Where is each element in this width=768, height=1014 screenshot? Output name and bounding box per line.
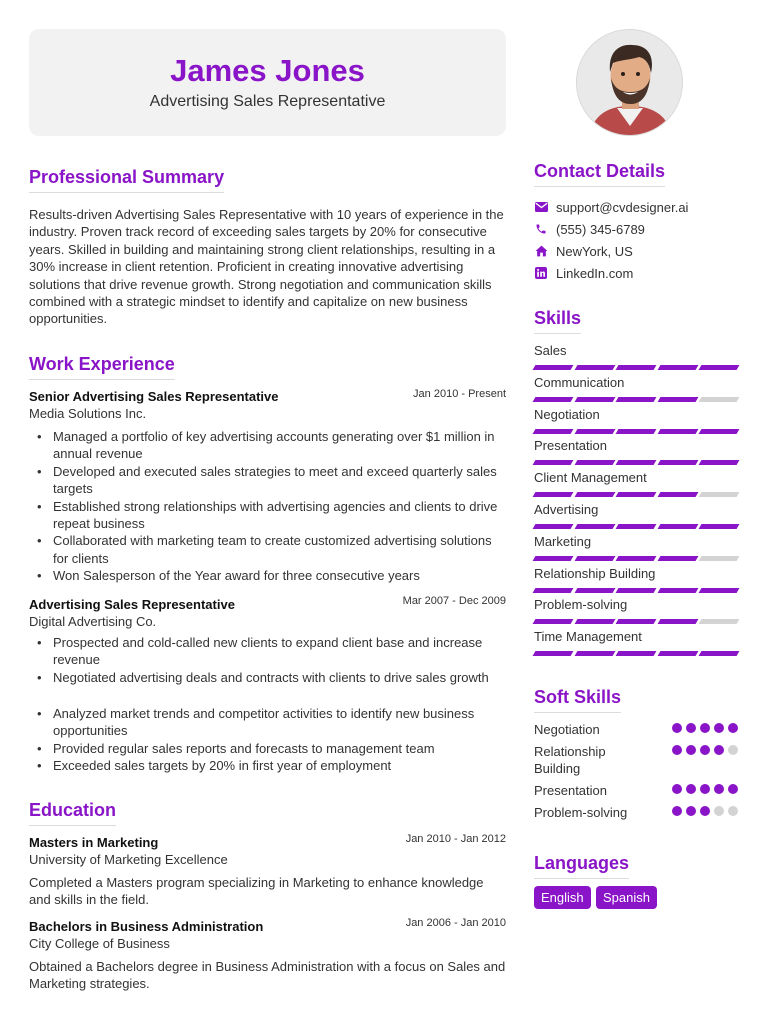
skill-level-bar [534, 651, 738, 656]
rating-dot [700, 806, 710, 816]
skill-level-segment [657, 365, 697, 370]
rating-dot [714, 784, 724, 794]
skill-level-segment [574, 460, 614, 465]
soft-skill-name: Problem-solving [534, 805, 628, 820]
rating-dot [700, 784, 710, 794]
soft-skill-item [534, 721, 740, 738]
section-heading-experience: Work Experience [29, 354, 175, 380]
section-heading-skills: Skills [534, 308, 581, 334]
rating-dot [686, 784, 696, 794]
rating-dot [686, 806, 696, 816]
section-heading-contact: Contact Details [534, 161, 665, 187]
candidate-name: James Jones [170, 53, 365, 88]
skill-level-bar [534, 619, 738, 624]
skill-level-segment [533, 588, 573, 593]
skill-level-segment [533, 556, 573, 561]
soft-skill-item [534, 782, 740, 799]
skill-level-segment [616, 492, 656, 497]
job-date: Mar 2007 - Dec 2009 [402, 595, 506, 607]
job-title: Senior Advertising Sales Representative [29, 389, 279, 404]
phone-icon [534, 222, 548, 236]
skill-name: Presentation [534, 438, 607, 454]
job-bullets [29, 634, 506, 686]
contact-phone[interactable] [534, 220, 645, 238]
skill-level-segment [616, 556, 656, 561]
linkedin-icon [534, 266, 548, 280]
skill-item [534, 407, 740, 423]
skill-level-segment [574, 556, 614, 561]
soft-skill-rating [672, 806, 738, 816]
skill-level-segment [616, 460, 656, 465]
skill-level-segment [657, 460, 697, 465]
skill-level-segment [699, 524, 739, 529]
envelope-icon [534, 200, 548, 214]
skill-level-segment [699, 460, 739, 465]
degree-title: Bachelors in Business Administration [29, 919, 264, 934]
soft-skill-rating [672, 745, 738, 755]
skill-level-bar [534, 556, 738, 561]
education-date: Jan 2006 - Jan 2010 [405, 917, 506, 929]
skill-level-segment [699, 651, 739, 656]
skill-level-segment [533, 429, 573, 434]
skill-level-segment [699, 588, 739, 593]
skill-level-segment [616, 365, 656, 370]
home-icon [534, 244, 548, 258]
language-badge: English [534, 886, 591, 909]
skill-level-segment [574, 492, 614, 497]
contact-linkedin-text: LinkedIn.com [556, 265, 634, 281]
skill-name: Negotiation [534, 406, 600, 422]
skill-level-segment [533, 651, 573, 656]
rating-dot [672, 806, 682, 816]
avatar [576, 29, 683, 136]
skill-level-segment [574, 619, 614, 624]
contact-email[interactable] [534, 198, 688, 216]
skill-level-bar [534, 397, 738, 402]
bullet-item: • Exceeded sales targets by 20% in first year of employment [29, 757, 506, 774]
skill-level-bar [534, 588, 738, 593]
degree-title: Masters in Marketing [29, 835, 159, 850]
rating-dot [700, 745, 710, 755]
skill-level-segment [699, 492, 739, 497]
skill-item [534, 502, 740, 518]
header-box [29, 29, 506, 136]
language-badge: Spanish [596, 886, 657, 909]
soft-skill-name: Presentation [534, 783, 607, 798]
job-company: Digital Advertising Co. [29, 614, 157, 629]
skill-level-segment [657, 619, 697, 624]
contact-location [534, 242, 633, 260]
bullet-item: • Collaborated with marketing team to create customized advertising solutions for clients [29, 532, 506, 567]
skill-level-segment [574, 429, 614, 434]
skill-item [534, 343, 740, 359]
rating-dot [672, 723, 682, 733]
skill-level-bar [534, 492, 738, 497]
skill-level-segment [699, 429, 739, 434]
skill-level-segment [699, 619, 739, 624]
skill-level-segment [533, 492, 573, 497]
skill-name: Communication [534, 374, 625, 390]
rating-dot [686, 745, 696, 755]
skill-level-bar [534, 365, 738, 370]
soft-skill-item [534, 743, 740, 777]
rating-dot [728, 784, 738, 794]
rating-dot [714, 806, 724, 816]
skill-level-segment [657, 651, 697, 656]
skill-item [534, 470, 740, 486]
education-description: Completed a Masters program specializing in Marketing to enhance knowledge and skills in the field. [29, 875, 484, 908]
soft-skill-name: Relationship Building [534, 744, 606, 776]
skill-level-bar [534, 524, 738, 529]
skill-level-segment [616, 619, 656, 624]
contact-linkedin[interactable] [534, 264, 633, 282]
job-title: Advertising Sales Representative [29, 597, 235, 612]
candidate-title: Advertising Sales Representative [149, 93, 386, 110]
skill-level-segment [616, 524, 656, 529]
school-name: University of Marketing Excellence [29, 852, 228, 867]
skill-level-segment [657, 556, 697, 561]
skill-level-bar [534, 429, 738, 434]
rating-dot [728, 806, 738, 816]
rating-dot [672, 784, 682, 794]
section-heading-summary: Professional Summary [29, 167, 224, 193]
profile-photo [577, 30, 683, 136]
skill-level-segment [533, 524, 573, 529]
skill-level-segment [699, 365, 739, 370]
job-bullets [29, 428, 506, 585]
skill-level-segment [699, 397, 739, 402]
job-company: Media Solutions Inc. [29, 406, 147, 421]
skill-level-segment [533, 397, 573, 402]
rating-dot [728, 745, 738, 755]
skill-level-segment [533, 460, 573, 465]
soft-skill-rating [672, 784, 738, 794]
skill-name: Problem-solving [534, 597, 628, 613]
education-date: Jan 2010 - Jan 2012 [405, 833, 506, 845]
contact-location-text: NewYork, US [556, 243, 633, 259]
skill-name: Marketing [534, 533, 592, 549]
skill-level-segment [574, 365, 614, 370]
rating-dot [714, 745, 724, 755]
school-name: City College of Business [29, 936, 170, 951]
skill-level-segment [699, 556, 739, 561]
skill-name: Time Management [534, 629, 642, 645]
bullet-item: • Managed a portfolio of key advertising accounts generating over $1 million in annual revenue [29, 428, 506, 463]
skill-level-segment [657, 429, 697, 434]
skill-name: Advertising [534, 502, 599, 517]
contact-phone-text: (555) 345-6789 [556, 221, 645, 237]
skill-name: Client Management [534, 470, 647, 486]
skill-level-segment [616, 588, 656, 593]
bullet-item: • Won Salesperson of the Year award for three consecutive years [29, 567, 506, 584]
section-heading-soft-skills: Soft Skills [534, 687, 621, 713]
section-heading-languages: Languages [534, 853, 629, 879]
skill-level-segment [657, 588, 697, 593]
soft-skill-rating [672, 723, 738, 733]
rating-dot [714, 723, 724, 733]
skill-item [534, 534, 740, 550]
skill-level-segment [657, 524, 697, 529]
skill-level-segment [574, 524, 614, 529]
skill-item [534, 438, 740, 454]
skill-level-segment [533, 365, 573, 370]
skill-level-segment [657, 397, 697, 402]
skill-level-segment [574, 651, 614, 656]
skill-level-bar [534, 460, 738, 465]
rating-dot [686, 723, 696, 733]
skill-item [534, 629, 740, 645]
skill-item [534, 597, 740, 613]
bullet-item: • Provided regular sales reports and forecasts to management team [29, 740, 506, 757]
rating-dot [700, 723, 710, 733]
soft-skill-item [534, 804, 740, 821]
bullet-item: • Negotiated advertising deals and contracts with clients to drive sales growth [29, 669, 506, 686]
skill-level-segment [616, 429, 656, 434]
rating-dot [672, 745, 682, 755]
skill-item [534, 566, 740, 582]
education-description: Obtained a Bachelors degree in Business Administration with a focus on Sales and Marketing strategies. [29, 959, 506, 992]
section-heading-education: Education [29, 800, 116, 826]
skill-level-segment [533, 619, 573, 624]
skill-level-segment [574, 397, 614, 402]
soft-skill-name: Negotiation [534, 722, 600, 737]
skill-name: Sales [534, 343, 567, 358]
skill-level-segment [616, 397, 656, 402]
skill-level-segment [574, 588, 614, 593]
summary-text: Results-driven Advertising Sales Representative with 10 years of experience in the industry. Proven track record of exceeding sales targets by 20% for consecutive years. Skilled in building and maintaining strong client relationships, resulting in a 30% increase in client retention. Proficient in creating innovative advertising solutions that drive revenue growth. Strong negotiation and communication skills combined with a strategic mindset to identify and capitalize on new business opportunities. [29, 207, 504, 327]
bullet-item: • Established strong relationships with advertising agencies and clients to drive repeat business [29, 498, 506, 533]
skill-level-segment [616, 651, 656, 656]
contact-email-text: support@cvdesigner.ai [556, 199, 689, 215]
rating-dot [728, 723, 738, 733]
bullet-item: • Developed and executed sales strategies to meet and exceed quarterly sales targets [29, 463, 506, 498]
job-date: Jan 2010 - Present [413, 388, 506, 400]
bullet-item: • Prospected and cold-called new clients to expand client base and increase revenue [29, 634, 506, 669]
skill-name: Relationship Building [534, 565, 656, 581]
skill-level-segment [657, 492, 697, 497]
bullet-item: • Analyzed market trends and competitor activities to identify new business opportunities [29, 705, 506, 740]
skill-item [534, 375, 740, 391]
job-bullets [29, 705, 506, 775]
